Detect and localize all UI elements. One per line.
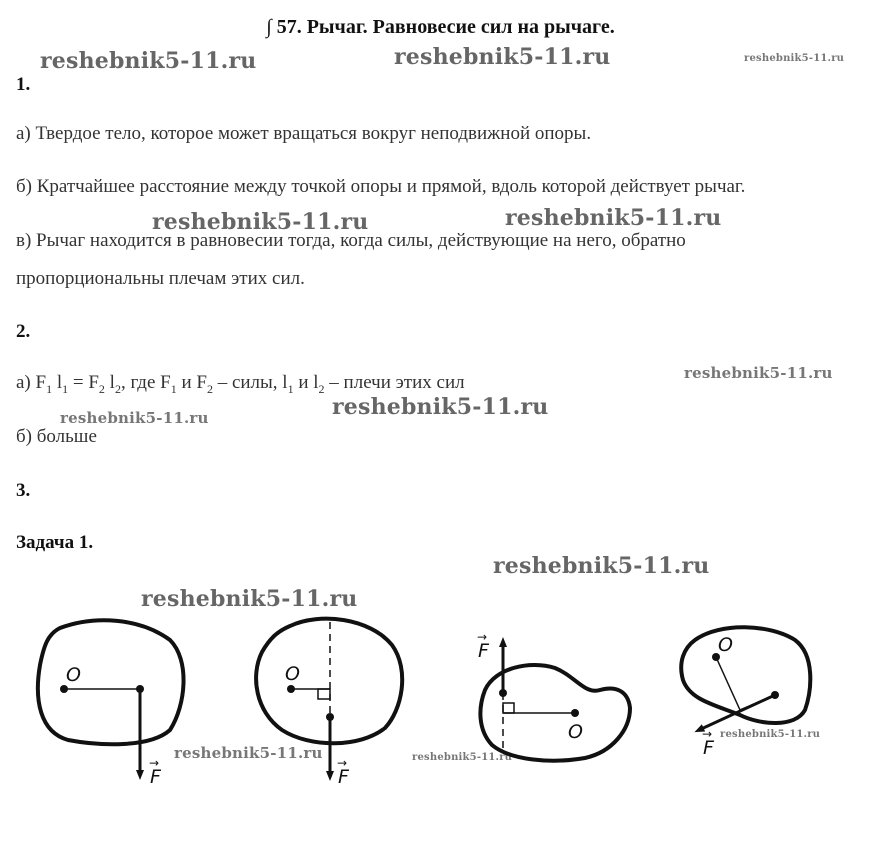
right-angle-marker	[503, 703, 514, 713]
right-angle-marker	[318, 689, 330, 699]
section-2-number: 2.	[16, 321, 31, 342]
watermark: reshebnik5-11.ru	[493, 553, 710, 579]
pivot-label: O	[66, 664, 81, 686]
force-vector	[699, 695, 775, 730]
page-title: ∫ 57. Рычаг. Равновесие сил на рычаге.	[266, 16, 615, 38]
answer-1a: а) Твердое тело, которое может вращаться вокруг неподвижной опоры.	[16, 123, 592, 144]
answer-2b: б) больше	[16, 426, 97, 447]
watermark: reshebnik5-11.ru	[744, 53, 845, 64]
force-vector-mark: →	[337, 756, 348, 770]
pivot-point	[287, 685, 295, 693]
section-1-number: 1.	[16, 74, 31, 95]
rigid-body-outline	[38, 620, 184, 744]
watermark: reshebnik5-11.ru	[394, 44, 611, 70]
answer-1c-line1: в) Рычаг находится в равновесии тогда, когда силы, действующие на него, обратно	[16, 230, 686, 251]
figure-4	[681, 627, 810, 759]
force-vector-mark: →	[702, 727, 713, 741]
watermark: reshebnik5-11.ru	[720, 729, 821, 740]
watermark: reshebnik5-11.ru	[174, 744, 323, 762]
force-label: F	[478, 640, 489, 662]
figure-1	[38, 620, 184, 788]
watermark: reshebnik5-11.ru	[60, 409, 209, 427]
force-label: F	[703, 737, 714, 759]
watermark: reshebnik5-11.ru	[332, 394, 549, 420]
watermark: reshebnik5-11.ru	[412, 752, 513, 763]
force-vector-mark: →	[149, 756, 160, 770]
pivot-point	[571, 709, 579, 717]
watermark: reshebnik5-11.ru	[152, 209, 369, 235]
figure-3	[477, 630, 630, 761]
pivot-label: O	[568, 721, 583, 743]
pivot-label: O	[285, 663, 300, 685]
force-label: F	[150, 766, 161, 788]
pivot-label: O	[718, 634, 733, 656]
pivot-point	[60, 685, 68, 693]
answer-2a-formula: а) $F_1$ $l_1 = F_2$ $l_2$, где $F_1$ и $F_2$ – силы, $l_1$ и $l_2$ – плечи этих сил	[16, 372, 465, 396]
watermark: reshebnik5-11.ru	[141, 586, 358, 612]
force-label: F	[338, 766, 349, 788]
force-vector-mark: →	[477, 630, 488, 644]
lever-arm	[716, 657, 740, 710]
answer-1c-line2: пропорциональны плечам этих сил.	[16, 268, 305, 289]
section-3-number: 3.	[16, 480, 31, 501]
watermark: reshebnik5-11.ru	[684, 364, 833, 382]
task-1-heading: Задача 1.	[16, 532, 94, 553]
figure-2	[256, 619, 402, 788]
watermark: reshebnik5-11.ru	[40, 48, 257, 74]
watermark: reshebnik5-11.ru	[505, 205, 722, 231]
answer-1b: б) Кратчайшее расстояние между точкой опоры и прямой, вдоль которой действует рычаг.	[16, 176, 746, 197]
